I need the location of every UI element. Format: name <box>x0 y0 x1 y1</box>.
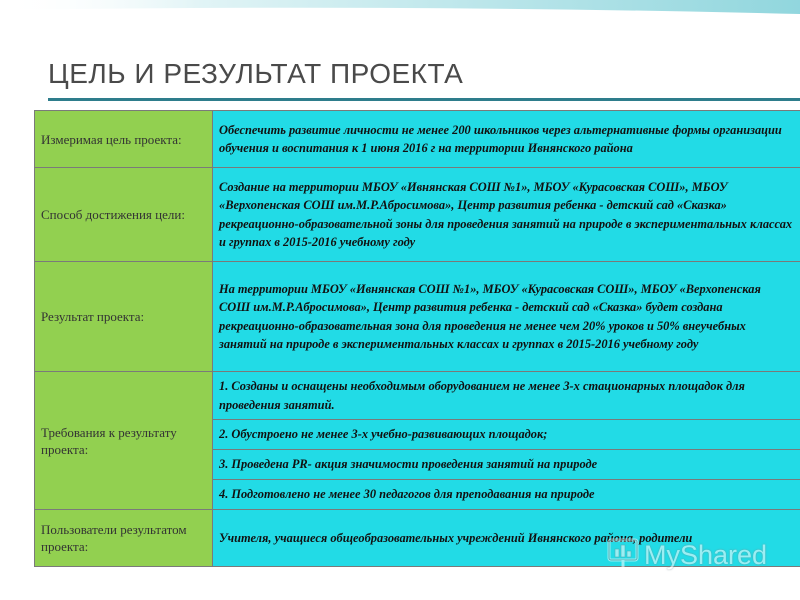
top-accent-bar <box>0 0 800 18</box>
table-row <box>35 168 800 262</box>
row-label-users: Пользователи результатом проекта: <box>35 510 213 567</box>
row-label-method: Способ достижения цели: <box>35 168 213 262</box>
requirement-item-2: 2. Обустроено не менее 3-х учебно-развивающих площадок; <box>213 420 800 450</box>
row-value-method: Создание на территории МБОУ «Ивнянская СОШ №1», МБОУ «Курасовская СОШ», МБОУ «Верхопенская СОШ им.М.Р.Абросимова», Центр развития ребенка - детский сад «Сказка» рекреационно-образовательной зоны для проведения занятий на природе в экспериментальных классах и группах в 2015-2016 учебному году <box>213 168 800 262</box>
table-row <box>35 262 800 372</box>
presentation-board-icon <box>606 537 640 573</box>
title-underline <box>48 98 800 101</box>
requirement-item-3: 3. Проведена PR- акция значимости проведения занятий на природе <box>213 450 800 480</box>
project-goals-table <box>34 110 800 567</box>
requirement-item-4: 4. Подготовлено не менее 30 педагогов для преподавания на природе <box>213 480 800 510</box>
requirement-item-1: 1. Созданы и оснащены необходимым оборудованием не менее 3-х стационарных площадок для проведения занятий. <box>213 372 800 420</box>
watermark-text: MyShared <box>644 539 768 570</box>
table-row <box>35 111 800 168</box>
row-value-result: На территории МБОУ «Ивнянская СОШ №1», МБОУ «Курасовская СОШ», МБОУ «Верхопенская СОШ им.М.Р.Абросимова», Центр развития ребенка - детский сад «Сказка» будет создана рекреационно-образовательная зона для проведения не менее чем 20% уроков и 50% внеучебных занятий на природе в экспериментальных классах и группах в 2015-2016 учебному году <box>213 262 800 372</box>
row-label-measurable-goal: Измеримая цель проекта: <box>35 111 213 168</box>
row-value-measurable-goal: Обеспечить развитие личности не менее 200 школьников через альтернативные формы организации обучения и воспитания к 1 июня 2016 г на территории Ивнянского района <box>213 111 800 168</box>
page-title: ЦЕЛЬ И РЕЗУЛЬТАТ ПРОЕКТА <box>48 58 464 89</box>
watermark <box>606 536 767 574</box>
row-label-result: Результат проекта: <box>35 262 213 372</box>
row-value-users: Учителя, учащиеся общеобразовательных учреждений Ивнянского района, родители <box>213 510 800 567</box>
row-label-requirements: Требования к результату проекта: <box>35 372 213 510</box>
table-row <box>35 372 800 420</box>
